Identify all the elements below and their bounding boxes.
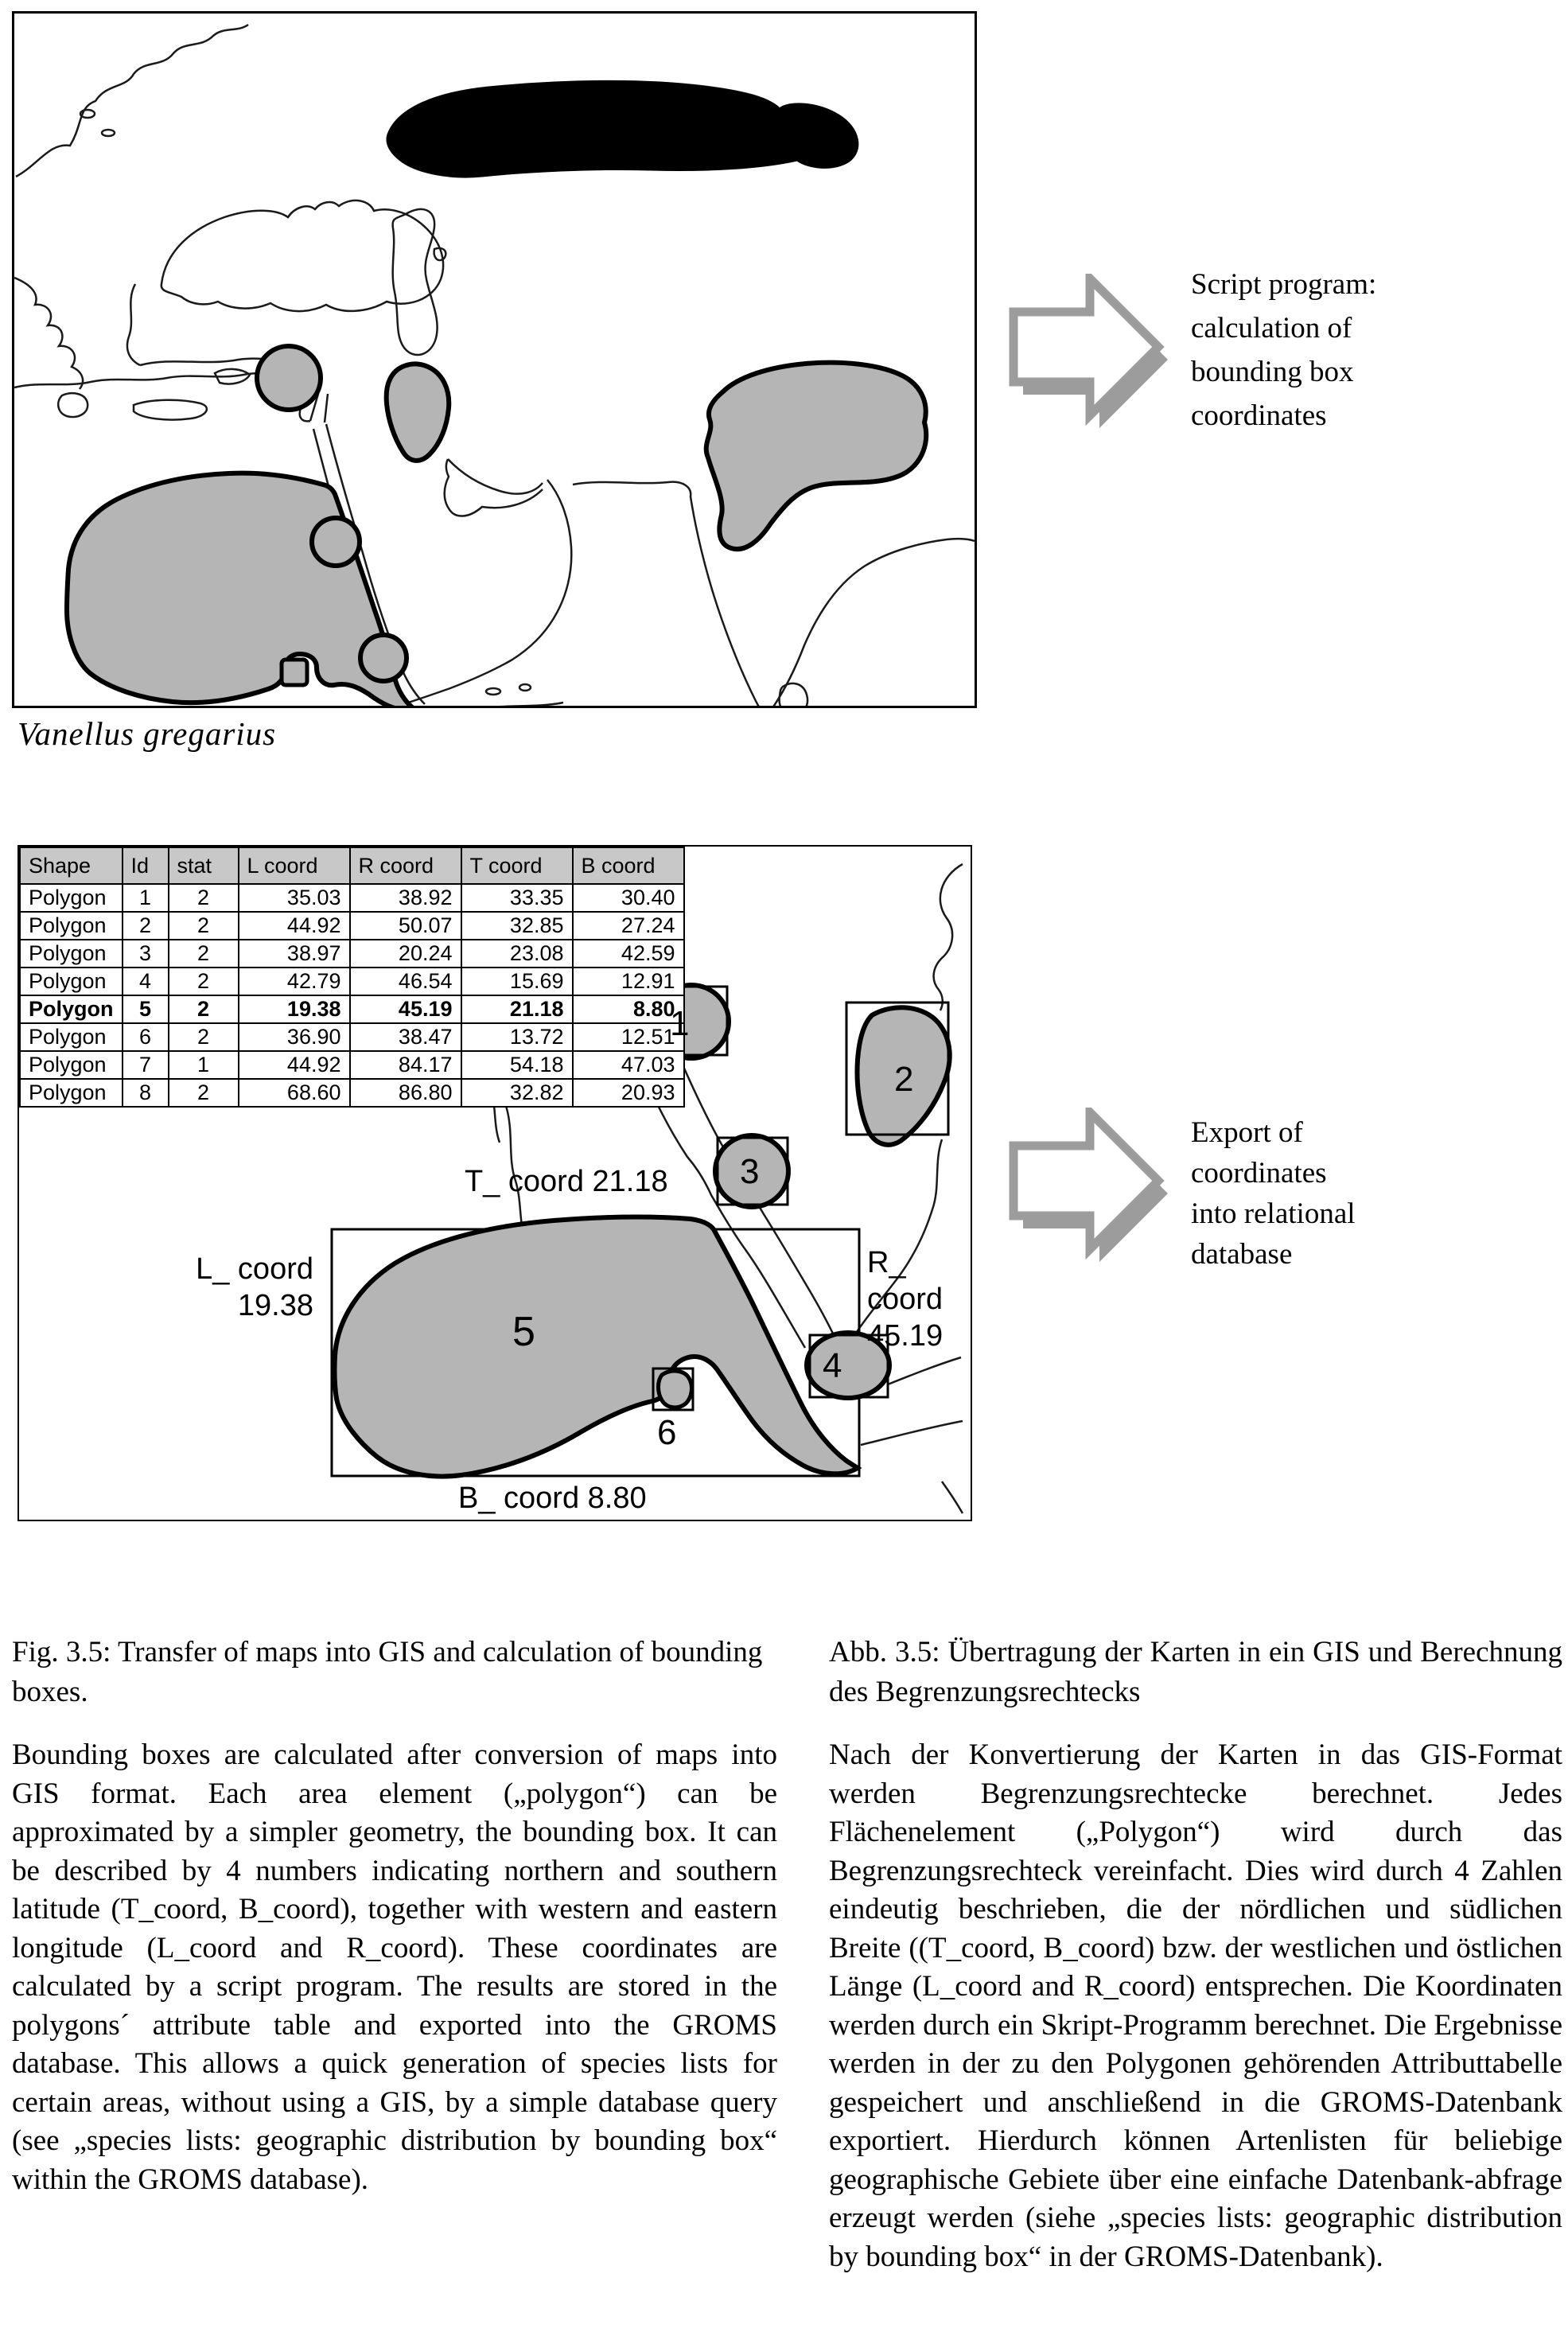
table-cell-stat: 2 — [169, 940, 239, 968]
persian-gulf-south-coast — [445, 459, 543, 516]
aden-north-coast — [888, 1357, 961, 1384]
table-cell-r: 86.80 — [350, 1079, 461, 1107]
table-header-row — [20, 847, 684, 884]
table-cell-shape: Polygon — [20, 1079, 123, 1107]
table-cell-t: 54.18 — [461, 1051, 573, 1079]
table-cell-b: 20.93 — [573, 1079, 684, 1107]
l-coord-value: 19.38 — [237, 1289, 313, 1322]
distribution-map-panel — [12, 11, 977, 708]
table-cell-l: 68.60 — [239, 1079, 350, 1107]
l-coord-name: L_ coord — [196, 1252, 313, 1286]
table-cell-shape: Polygon — [20, 1051, 123, 1079]
table-cell-t: 33.35 — [461, 884, 573, 912]
table-cell-id: 6 — [123, 1023, 169, 1051]
arrow2-caption — [1191, 1112, 1453, 1275]
table-cell-l: 42.79 — [239, 968, 350, 995]
english-column — [12, 1633, 777, 2199]
table-cell-l: 19.38 — [239, 995, 350, 1023]
caption-line: database — [1191, 1238, 1293, 1271]
caption-line: calculation of — [1191, 312, 1352, 345]
table-row — [20, 1079, 684, 1107]
table-cell-r: 38.47 — [350, 1023, 461, 1051]
header-b-coord: B coord — [573, 847, 684, 884]
table-cell-b: 12.51 — [573, 1023, 684, 1051]
flow-arrow-icon — [1009, 1108, 1168, 1275]
caption-line: into relational — [1191, 1197, 1356, 1230]
shape-number-3: 3 — [740, 1152, 760, 1191]
table-cell-stat: 2 — [169, 1079, 239, 1107]
table-cell-shape: Polygon — [20, 912, 123, 940]
shape-number-5: 5 — [512, 1309, 535, 1355]
table-cell-stat: 2 — [169, 884, 239, 912]
gis-map-panel — [18, 845, 972, 1521]
table-cell-shape: Polygon — [20, 995, 123, 1023]
table-row — [20, 968, 684, 995]
polygon-5-shape — [334, 1217, 858, 1477]
arrow1-caption — [1191, 263, 1453, 438]
table-row — [20, 995, 684, 1023]
shape-number-2: 2 — [894, 1060, 914, 1099]
greece-coast — [14, 278, 83, 389]
table-cell-t: 15.69 — [461, 968, 573, 995]
german-column — [829, 1633, 1562, 2276]
table-cell-stat: 1 — [169, 1051, 239, 1079]
arrow-body — [1014, 1112, 1158, 1249]
table-cell-b: 42.59 — [573, 940, 684, 968]
shape-number-1: 1 — [670, 1004, 690, 1043]
table-cell-id: 8 — [123, 1079, 169, 1107]
scandinavia-coast — [16, 25, 248, 177]
table-row — [20, 884, 684, 912]
crete-island — [134, 400, 207, 420]
table-cell-l: 38.97 — [239, 940, 350, 968]
table-cell-shape: Polygon — [20, 1023, 123, 1051]
shape-number-6: 6 — [657, 1413, 677, 1452]
header-stat: stat — [169, 847, 239, 884]
persian-gulf-north-coast — [448, 459, 543, 494]
table-cell-t: 32.85 — [461, 912, 573, 940]
somalia-coast — [401, 703, 563, 706]
table-cell-t: 13.72 — [461, 1023, 573, 1051]
table-cell-r: 50.07 — [350, 912, 461, 940]
table-cell-b: 27.24 — [573, 912, 684, 940]
table-row — [20, 1023, 684, 1051]
caption-line: Export of — [1191, 1116, 1303, 1149]
t-coord-label: T_ coord 21.18 — [465, 1165, 668, 1198]
table-cell-id: 4 — [123, 968, 169, 995]
table-cell-t: 32.82 — [461, 1079, 573, 1107]
attribute-table-body — [20, 884, 684, 1107]
india-east-coast — [768, 539, 975, 706]
table-row — [20, 912, 684, 940]
header-t-coord: T coord — [461, 847, 573, 884]
aden-south-coast — [861, 1421, 963, 1445]
caption-line: Script program: — [1191, 268, 1377, 301]
table-cell-b: 12.91 — [573, 968, 684, 995]
header-r-coord: R coord — [350, 847, 461, 884]
table-cell-id: 1 — [123, 884, 169, 912]
table-cell-l: 35.03 — [239, 884, 350, 912]
table-cell-l: 44.92 — [239, 912, 350, 940]
table-cell-b: 8.80 — [573, 995, 684, 1023]
polygon-5-shape — [67, 473, 411, 706]
table-cell-stat: 2 — [169, 912, 239, 940]
polygon-6-shape — [282, 660, 307, 685]
table-cell-id: 3 — [123, 940, 169, 968]
table-cell-shape: Polygon — [20, 884, 123, 912]
table-cell-id: 5 — [123, 995, 169, 1023]
r-coord-value: 45.19 — [867, 1319, 944, 1353]
breeding-range-polygon — [387, 81, 858, 177]
polygon-3-shape — [312, 518, 360, 566]
table-cell-r: 20.24 — [350, 940, 461, 968]
r-coord-label — [867, 1244, 971, 1354]
polygon-8-shape — [706, 363, 927, 549]
table-cell-l: 36.90 — [239, 1023, 350, 1051]
body-text-de: Nach der Konvertierung der Karten in das GIS-Format werden Begrenzungsrechtecke berechnet. Jedes Flächenelement („Polygon“) wird durch das Begrenzungsrechteck vereinfacht. Dies wird durch 4 Zahlen eindeutig beschrieben, die der nördlichen und südlichen Breite ((T_coord, B_coord) bzw. der westlichen und östlichen Länge (L_coord and R_coord) entsprechen. Die Koordinaten werden durch ein Skript-Programm berechnet. Die Ergebnisse werden in der zu den Polygonen gehörenden Attributtabelle gespeichert und anschließend in die GROMS-Datenbank exportiert. Hierdurch können Artenlisten für beliebige geographische Gebiete über eine einfache Datenbank-abfrage erzeugt werden (siehe „species lists: geographic distribution by bounding box“ in der GROMS-Datenbank). — [829, 1738, 1562, 2273]
table-cell-r: 46.54 — [350, 968, 461, 995]
gulf-coast-fragment — [934, 864, 963, 1010]
flow-arrow-icon — [1009, 274, 1168, 441]
table-cell-shape: Polygon — [20, 940, 123, 968]
polygon-1-shape — [257, 346, 321, 410]
b-coord-label: B_ coord 8.80 — [458, 1481, 647, 1515]
header-id: Id — [123, 847, 169, 884]
header-l-coord: L coord — [239, 847, 350, 884]
attribute-table — [19, 847, 685, 1108]
caption-line: coordinates — [1191, 1157, 1327, 1189]
polygon-2-shape — [387, 364, 449, 461]
table-cell-l: 44.92 — [239, 1051, 350, 1079]
polygon-6-shape — [659, 1371, 692, 1408]
table-cell-b: 47.03 — [573, 1051, 684, 1079]
table-cell-stat: 2 — [169, 1023, 239, 1051]
header-shape: Shape — [20, 847, 123, 884]
table-cell-t: 21.18 — [461, 995, 573, 1023]
figure-caption-en: Fig. 3.5: Transfer of maps into GIS and calculation of bounding boxes. — [12, 1636, 763, 1708]
wintering-range-polygons — [67, 346, 926, 706]
distribution-map — [14, 14, 975, 706]
arrow-body — [1014, 278, 1158, 415]
table-cell-r: 45.19 — [350, 995, 461, 1023]
polygon-4-shape — [360, 635, 407, 681]
figure-caption-de: Abb. 3.5: Übertragung der Karten in ein GIS und Berechnung des Begrenzungsrechtecks — [829, 1636, 1562, 1708]
caption-line: coordinates — [1191, 399, 1327, 432]
table-cell-id: 2 — [123, 912, 169, 940]
species-label: Vanellus gregarius — [18, 715, 277, 752]
r-coord-name: R_ coord — [867, 1246, 944, 1316]
table-cell-stat: 2 — [169, 995, 239, 1023]
table-cell-id: 7 — [123, 1051, 169, 1079]
arabia-south-coast — [406, 480, 571, 703]
table-row — [20, 1051, 684, 1079]
table-cell-t: 23.08 — [461, 940, 573, 968]
table-cell-shape: Polygon — [20, 968, 123, 995]
table-row — [20, 940, 684, 968]
sri-lanka-island — [780, 683, 807, 706]
table-cell-b: 30.40 — [573, 884, 684, 912]
table-cell-r: 84.17 — [350, 1051, 461, 1079]
caption-line: bounding box — [1191, 356, 1354, 388]
west-turkey-coast — [127, 284, 140, 365]
body-text-en: Bounding boxes are calculated after conversion of maps into GIS format. Each area element („polygon“) can be approximated by a simpler geometry, the bounding box. It can be described by 4 numbers indicating northern and southern latitude (T_coord, B_coord), together with western and eastern longitude (L_coord and R_coord). These coordinates are calculated by a script program. The results are stored in the polygons´ attribute table and exported into the GROMS database. This allows a quick generation of species lists for certain areas, without using a GIS, by a simple database query (see „species lists: geographic distribution by bounding box“ within the GROMS database). — [12, 1738, 777, 2196]
table-cell-r: 38.92 — [350, 884, 461, 912]
caspian-sea-coast — [393, 209, 438, 355]
l-coord-label — [138, 1251, 313, 1324]
table-cell-stat: 2 — [169, 968, 239, 995]
shape-number-4: 4 — [823, 1346, 842, 1385]
